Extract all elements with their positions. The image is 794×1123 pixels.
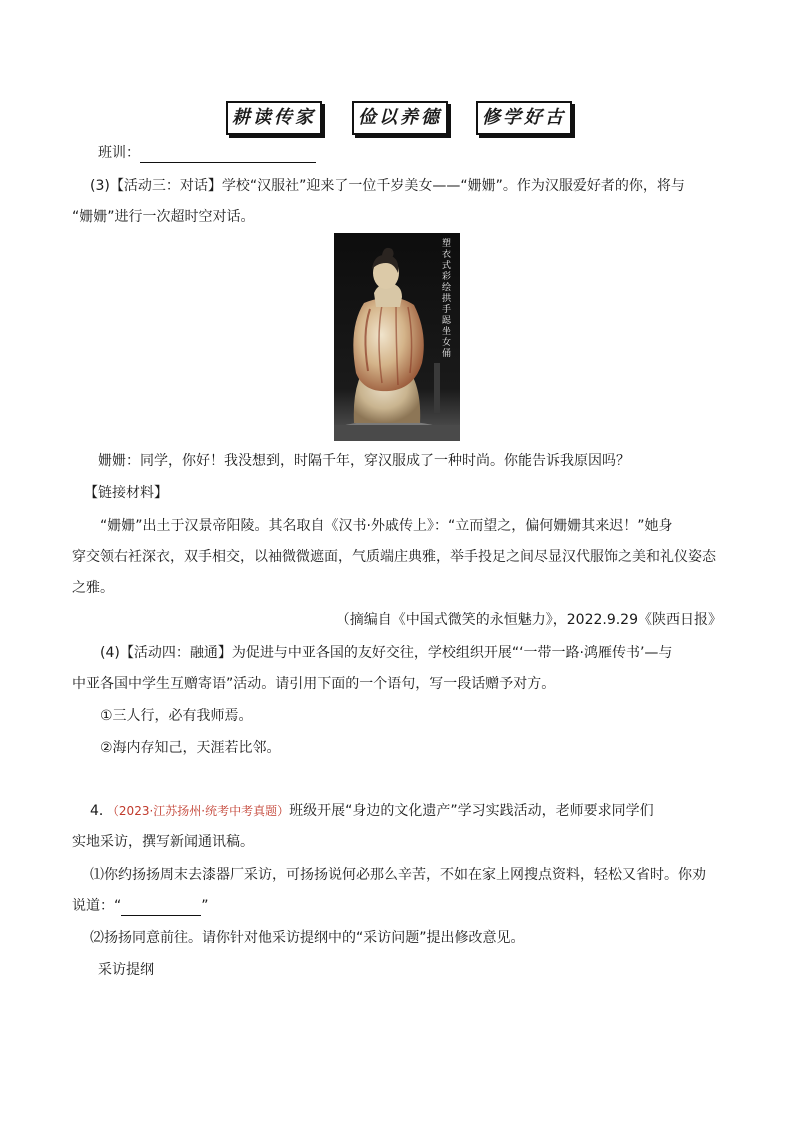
material-line1: “姗姗”出土于汉景帝阳陵。其名取自《汉书·外戚传上》：“立而望之，偏何姗姗其来迟！”她身	[100, 518, 673, 534]
q4-part1-line2	[72, 896, 722, 916]
motto-box-1: 耕读传家	[226, 101, 322, 135]
q4-line2: 实地采访，撰写新闻通讯稿。	[72, 834, 254, 850]
q4-part2: ⑵扬扬同意前往。请你针对他采访提纲中的“采访问题”提出修改意见。	[90, 930, 525, 946]
material-line2: 穿交领右衽深衣，双手相交，以袖微微遮面，气质端庄典雅，举手投足之间尽显汉代服饰之美和礼仪姿态	[72, 549, 716, 565]
class-motto-label: 班训：	[98, 145, 140, 161]
q4-part1-prefix: 说道：“	[72, 898, 122, 914]
figurine-photo	[334, 233, 460, 441]
q4-part1-suffix: ”	[201, 898, 209, 914]
motto-box-3: 修学好古	[476, 101, 572, 135]
activity3-line2: “姗姗”进行一次超时空对话。	[72, 209, 255, 225]
motto-box-2: 俭以养德	[352, 101, 448, 135]
material-line3: 之雅。	[72, 580, 114, 596]
activity3-line1: (3)【活动三：对话】学校“汉服社”迎来了一位千岁美女——“姗姗”。作为汉服爱好者的你，将与	[90, 178, 685, 194]
activity4-line2: 中亚各国中学生互赠寄语”活动。请引用下面的一个语句，写一段话赠予对方。	[72, 676, 556, 692]
q4-answer-blank[interactable]	[121, 900, 201, 916]
interview-outline-title: 采访提纲	[98, 962, 154, 978]
activity4-option2: ②海内存知己，天涯若比邻。	[100, 740, 281, 756]
material-source: （摘编自《中国式微笑的永恒魅力》，2022.9.29《陕西日报》	[335, 612, 722, 628]
activity4-option1: ①三人行，必有我师焉。	[100, 708, 253, 724]
q4-part1-line1: ⑴你约扬扬周末去漆器厂采访，可扬扬说何必那么辛苦，不如在家上网搜点资料，轻松又省时。你劝	[90, 867, 706, 883]
q4-line1	[90, 801, 722, 821]
dialog-line: 姗姗：同学，你好！我没想到，时隔千年，穿汉服成了一种时尚。你能告诉我原因吗？	[98, 453, 630, 469]
activity4-line1: (4)【活动四：融通】为促进与中亚各国的友好交往，学校组织开展“‘一带一路·鸿雁传书’—与	[100, 645, 673, 661]
class-motto-blank[interactable]	[140, 147, 316, 163]
q4-number: 4．	[90, 803, 113, 819]
class-motto-line	[98, 143, 722, 163]
q4-line1-text: 班级开展“身边的文化遗产”学习实践活动，老师要求同学们	[289, 803, 654, 819]
q4-source: （2023·江苏扬州·统考中考真题）	[112, 804, 290, 818]
link-material-title: 【链接材料】	[84, 485, 168, 501]
figurine-caption: 塑衣式彩绘拱手跽坐女俑	[442, 239, 452, 359]
